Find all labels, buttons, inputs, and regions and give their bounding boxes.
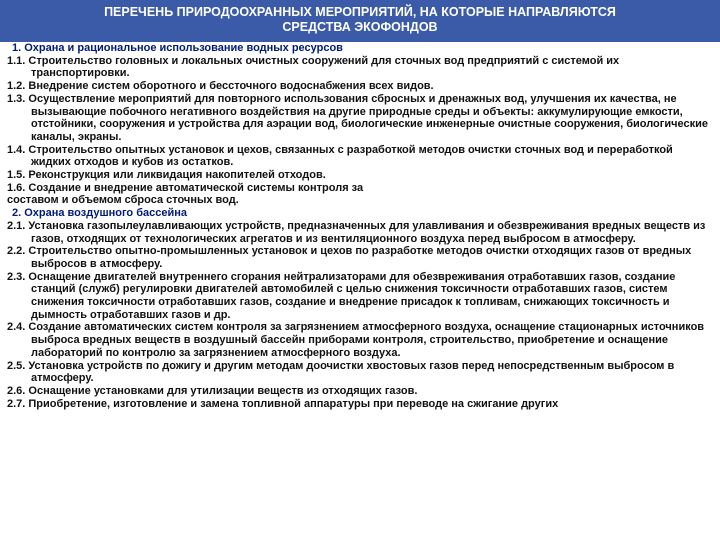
title-line-2: СРЕДСТВА ЭКОФОНДОВ	[282, 20, 438, 34]
list-item-2-2: 2.2. Строительство опытно-промышленных установок и цехов по разработке методов очистки отходящих газов от вредных выбросов в атмосферу.	[7, 245, 692, 270]
list-item-1-2: 1.2. Внедрение систем оборотного и бессточного водоснабжения всех видов.	[7, 80, 434, 93]
title-bar	[0, 0, 720, 42]
list-item-1-5: 1.5. Реконструкция или ликвидация накопителей отходов.	[7, 169, 326, 182]
list-item-2-3: 2.3. Оснащение двигателей внутреннего сгорания нейтрализаторами для обезвреживания отработавших газов, создание станций (служб) регулировки двигателей автомобилей с целью снижения токсичности отработавших газов, систем снижения токсичности отработавших газов, создание и внедрение присадок к топливам, снижающих токсичность и дымность отработавших газов и др.	[7, 270, 676, 321]
list-item-1-4: 1.4. Строительство опытных установок и цехов, связанных с разработкой методов очистки сточных вод и переработкой жидких отходов и кубов из остатков.	[7, 143, 673, 169]
list-item-1-6-line-2: составом и объемом сброса сточных вод.	[7, 194, 239, 207]
section-heading-water: 1. Охрана и рациональное использование водных ресурсов	[12, 42, 343, 54]
list-item-1-1: 1.1. Строительство головных и локальных очистных сооружений для сточных вод предприятий с системой их транспортировки.	[7, 54, 620, 80]
title-line-1: ПЕРЕЧЕНЬ ПРИРОДООХРАННЫХ МЕРОПРИЯТИЙ, НА КОТОРЫЕ НАПРАВЛЯЮТСЯ	[104, 5, 616, 19]
content	[0, 42, 720, 540]
list-item-1-3: 1.3. Осуществление мероприятий для повторного использования сбросных и дренажных вод, улучшения их качества, не вызывающие побочного негативного воздействия на другие природные среды и объекты: аккумулирующие емкости, отстойники, сооружения и устройства для аэрации вод, биологические инженерные очистные сооружения, биологические каналы, экраны.	[7, 92, 708, 143]
list-item-1-6-line-1: 1.6. Создание и внедрение автоматической системы контроля за	[7, 181, 364, 194]
list-item-2-4: 2.4. Создание автоматических систем контроля за загрязнением атмосферного воздуха, оснащение стационарных источников выброса вредных веществ в воздушный бассейн приборами контроля, строительство, приобретение и оснащение лабораторий по контролю за загрязнением атмосферного воздуха.	[7, 321, 705, 359]
section-heading-air: 2. Охрана воздушного бассейна	[12, 207, 187, 220]
list-item-2-6: 2.6. Оснащение установками для утилизации веществ из отходящих газов.	[7, 384, 418, 397]
list-item-2-5: 2.5. Установка устройств по дожигу и другим методам доочистки хвостовых газов перед непосредственным выбросом в атмосферу.	[7, 359, 675, 385]
list-item-2-7: 2.7. Приобретение, изготовление и замена топливной аппаратуры при переводе на сжигание других	[7, 397, 559, 410]
list-item-2-1: 2.1. Установка газопылеулавливающих устройств, предназначенных для улавливания и обезвреживания вредных веществ из газов, отходящих от технологических агрегатов и из вентиляционного воздуха перед выбросом в атмосферу.	[7, 219, 706, 245]
